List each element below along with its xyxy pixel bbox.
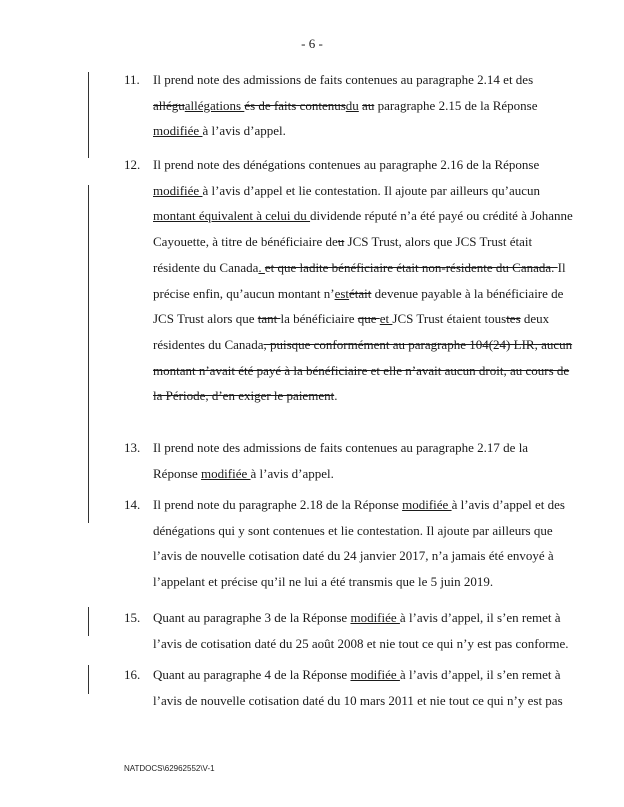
text-run: Cayouette, à titre de bénéficiaire de bbox=[153, 234, 338, 250]
text-run: l’avis de nouvelle cotisation daté du 24 janvier 2017, n’a jamais été envoyé à bbox=[153, 548, 554, 564]
inserted-text: montant équivalent à celui du bbox=[153, 208, 311, 224]
deleted-text: allégu bbox=[153, 97, 185, 113]
deleted-text: tant bbox=[257, 311, 281, 327]
text-run: résidentes du Canada bbox=[153, 336, 264, 352]
paragraph-line bbox=[153, 183, 540, 199]
paragraph-line bbox=[153, 123, 286, 139]
deleted-text: u bbox=[337, 234, 345, 250]
page-number: - 6 - bbox=[301, 36, 323, 51]
text-run: paragraphe 2.15 de la Réponse bbox=[374, 97, 538, 113]
deleted-text: au bbox=[362, 97, 375, 113]
text-run: à l’avis d’appel et lie contestation. Il ajoute par ailleurs qu’aucun bbox=[202, 182, 540, 198]
text-run: l’appelant et précise qu’il ne lui a été transmis que le 5 juin 2019. bbox=[153, 574, 494, 590]
paragraph-line bbox=[153, 208, 573, 224]
text-run: devenue payable à la bénéficiaire de bbox=[371, 285, 564, 301]
paragraph-line bbox=[153, 157, 539, 173]
text-run: JCS Trust alors que bbox=[153, 311, 258, 327]
paragraph-number: 12. bbox=[124, 157, 141, 172]
deleted-text: et que ladite bénéficiaire était non-résidente du Canada. bbox=[264, 259, 558, 275]
paragraph-line bbox=[153, 363, 569, 379]
paragraph-line bbox=[153, 388, 337, 404]
text-run: à l’avis d’appel et des bbox=[451, 497, 565, 512]
inserted-text: modifiée bbox=[201, 465, 251, 481]
inserted-text: modifiée bbox=[350, 667, 400, 682]
paragraph-line bbox=[153, 72, 533, 88]
inserted-text: est bbox=[334, 285, 350, 301]
paragraph-line bbox=[153, 286, 563, 302]
paragraph-line bbox=[153, 440, 528, 456]
paragraph-number: 15. bbox=[124, 610, 141, 625]
paragraph-line bbox=[153, 98, 538, 114]
revision-change-bar bbox=[88, 607, 89, 636]
paragraph-line bbox=[153, 667, 561, 683]
paragraph-number: 16. bbox=[124, 667, 141, 682]
inserted-text: modifiée bbox=[153, 182, 203, 198]
deleted-text: tes bbox=[506, 311, 521, 327]
text-run: JCS Trust, alors que JCS Trust était bbox=[344, 234, 533, 250]
text-run: deux bbox=[520, 311, 550, 327]
text-run: à l’avis d’appel, il s’en remet à bbox=[399, 610, 561, 625]
paragraph-line bbox=[153, 636, 569, 652]
text-run: la bénéficiaire bbox=[280, 311, 358, 327]
text-run: à l’avis d’appel, il s’en remet à bbox=[399, 667, 561, 682]
inserted-text: modifiée bbox=[402, 497, 452, 512]
inserted-text: du bbox=[345, 97, 359, 113]
text-run: Il prend note des dénégations contenues au paragraphe 2.16 de la Réponse bbox=[153, 157, 540, 172]
text-run: à l’avis d’appel. bbox=[250, 465, 334, 481]
text-run: . bbox=[334, 388, 338, 404]
deleted-text: montant n’avait été payé à la bénéficiaire et elle n’avait aucun droit, au cours de bbox=[153, 362, 570, 378]
inserted-text: . bbox=[258, 259, 265, 275]
revision-change-bar bbox=[88, 72, 89, 158]
text-run: Quant au paragraphe 3 de la Réponse bbox=[153, 610, 351, 625]
text-run: Il prend note des admissions de faits contenues au paragraphe 2.14 et des bbox=[153, 72, 534, 87]
paragraph-number: 14. bbox=[124, 497, 141, 512]
text-run: JCS Trust étaient tous bbox=[392, 311, 507, 327]
paragraph-line bbox=[153, 260, 566, 276]
text-run: l’avis de nouvelle cotisation daté du 10 mars 2011 et nie tout ce qui n’y est pas bbox=[153, 692, 563, 708]
paragraph-line bbox=[153, 337, 572, 353]
deleted-text: la Période, d’en exiger le paiement bbox=[153, 388, 335, 404]
inserted-text: et bbox=[379, 311, 393, 327]
text-run: Il prend note des admissions de faits contenues au paragraphe 2.17 de la bbox=[153, 440, 529, 455]
text-run: Réponse bbox=[153, 465, 202, 481]
paragraph-line bbox=[153, 523, 553, 539]
revision-change-bar bbox=[88, 185, 89, 523]
paragraph-line bbox=[153, 466, 334, 482]
paragraph-line bbox=[153, 610, 561, 626]
inserted-text: modifiée bbox=[350, 610, 400, 625]
text-run: Il prend note du paragraphe 2.18 de la Réponse bbox=[153, 497, 403, 512]
text-run: dénégations qui y sont contenues et lie contestation. Il ajoute par ailleurs que bbox=[153, 522, 553, 538]
text-run: résidente du Canada bbox=[153, 259, 259, 275]
text-run: Quant au paragraphe 4 de la Réponse bbox=[153, 667, 351, 682]
deleted-text: que bbox=[357, 311, 380, 327]
paragraph-line bbox=[153, 497, 565, 513]
paragraph-number: 13. bbox=[124, 440, 141, 455]
deleted-text: était bbox=[349, 285, 372, 301]
paragraph-line bbox=[153, 574, 493, 590]
document-footer: NATDOCS\62962552\V-1 bbox=[124, 764, 215, 773]
text-run: Il bbox=[557, 259, 566, 275]
paragraph-line bbox=[153, 548, 554, 564]
paragraph-line bbox=[153, 311, 549, 327]
revision-change-bar bbox=[88, 665, 89, 694]
text-run: précise enfin, qu’aucun montant n’ bbox=[153, 285, 335, 301]
text-run: l’avis de cotisation daté du 25 août 2008 et nie tout ce qui n’y est pas conforme. bbox=[153, 635, 569, 651]
text-run: à l’avis d’appel. bbox=[202, 123, 286, 139]
deleted-text: és de faits contenus bbox=[244, 97, 346, 113]
text-run: dividende réputé n’a été payé ou crédité à Johanne bbox=[310, 208, 573, 224]
paragraph-number: 11. bbox=[124, 72, 140, 87]
deleted-text: , puisque conformément au paragraphe 104(24) LIR, aucun bbox=[263, 336, 573, 352]
inserted-text: allégations bbox=[184, 97, 245, 113]
paragraph-line bbox=[153, 693, 563, 709]
inserted-text: modifiée bbox=[153, 123, 203, 139]
paragraph-line bbox=[153, 234, 532, 250]
